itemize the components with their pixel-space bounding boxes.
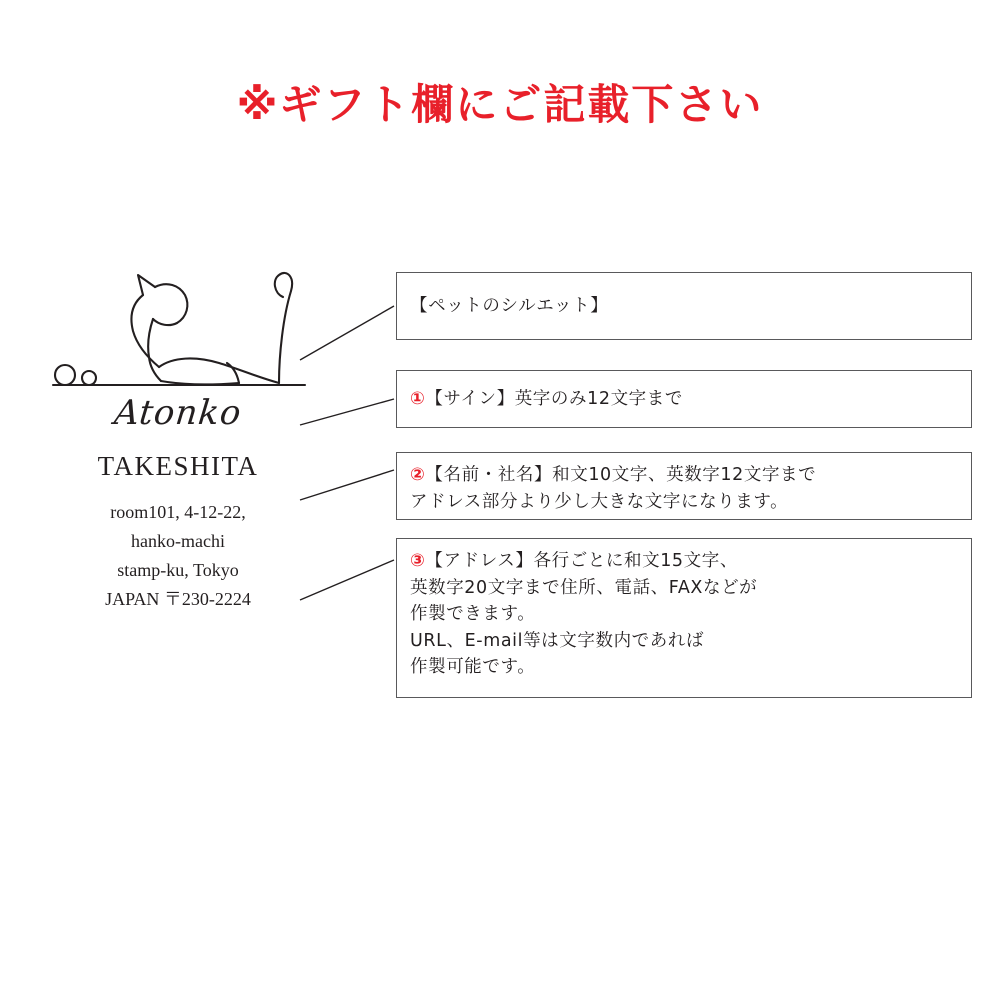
callout-text: アドレス部分より少し大きな文字になります。	[410, 491, 789, 512]
address-line: JAPAN 〒230-2224	[105, 589, 251, 610]
address-line: room101, 4-12-22,	[110, 502, 246, 522]
address-block	[28, 498, 328, 615]
callout-text: 【アドレス】各行ごとに和文15文字、	[425, 551, 738, 571]
callout-text: 【名前・社名】和文10文字、英数字12文字まで	[425, 465, 817, 485]
cat-silhouette-icon	[43, 245, 313, 395]
callout-text: 【サイン】英字のみ12文字まで	[425, 388, 683, 409]
stamp-preview	[28, 245, 328, 615]
callout-text: 作製可能です。	[410, 657, 536, 678]
callout-text: 英数字20文字まで住所、電話、FAXなどが	[410, 577, 758, 598]
callout-name	[396, 452, 972, 520]
company-name-text: TAKESHITA	[97, 451, 259, 481]
address-line: stamp-ku, Tokyo	[117, 560, 239, 581]
callout-text: 【ペットのシルエット】	[410, 295, 609, 316]
callout-number: ①	[410, 388, 426, 409]
callout-address	[396, 538, 972, 698]
callout-sign	[396, 370, 972, 428]
callout-text: URL、E-mail等は文字数内であれば	[410, 630, 705, 651]
page-title: ※ギフト欄にご記載下さい	[236, 80, 764, 129]
callout-pet-silhouette	[396, 272, 972, 340]
callout-number: ③	[410, 551, 426, 571]
callout-number: ②	[410, 465, 426, 485]
signature-text: Atonko	[112, 393, 244, 433]
callout-text: 作製できます。	[410, 604, 536, 625]
address-line: hanko-machi	[131, 531, 225, 552]
